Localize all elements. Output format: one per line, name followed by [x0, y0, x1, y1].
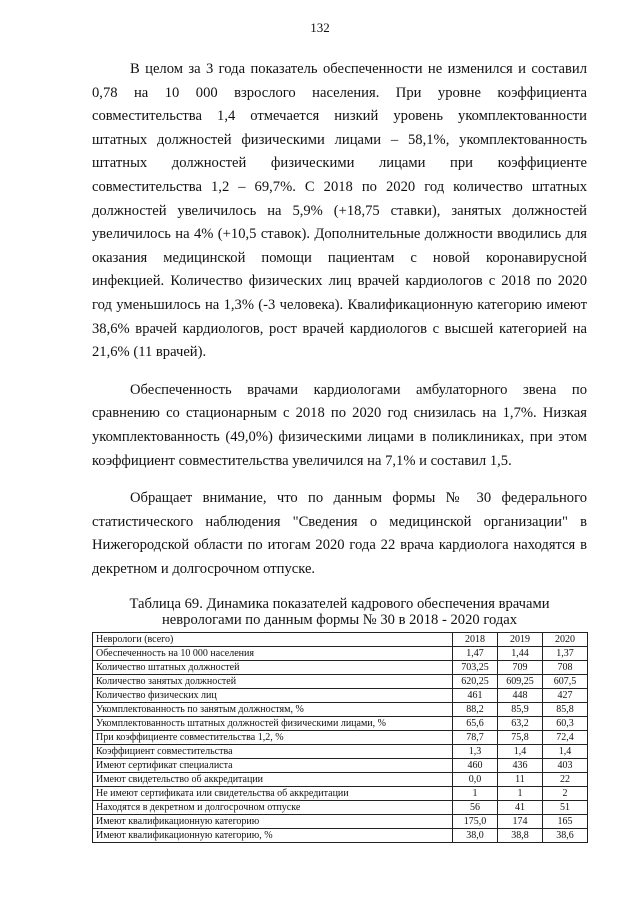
table-row: [93, 787, 588, 801]
paragraph: Обеспеченность врачами кардиологами амбулаторного звена по сравнению со стационарным с 2018 по 2020 год снизилась на 1,7%. Низкая укомплектованность (49,0%) физическими лицами в поликлиниках, при этом коэффициент совместительства увеличился на 7,1% и составил 1,5.: [92, 381, 587, 469]
value-cell: 1,4: [543, 745, 588, 759]
row-label: Имеют свидетельство об аккредитации: [93, 773, 453, 787]
value-cell: 11: [498, 773, 543, 787]
row-label: Имеют сертификат специалиста: [93, 759, 453, 773]
header-cell: Неврологи (всего): [93, 633, 453, 647]
table-row: [93, 801, 588, 815]
value-cell: 1,3: [453, 745, 498, 759]
value-cell: 1,37: [543, 647, 588, 661]
value-cell: 22: [543, 773, 588, 787]
paragraph: В целом за 3 года показатель обеспеченности не изменился и составил 0,78 на 10 000 взрослого населения. При уровне коэффициента совместительства 1,4 отмечается низкий уровень укомплектованности штатных должностей физическими лицами – 58,1%, укомплектованность штатных должностей физическими лицами при коэффициенте совместительства 1,2 – 69,7%. С 2018 по 2020 год количество штатных должностей увеличилось на 5,9% (+18,75 ставки), занятых должностей увеличилось на 4% (+10,5 ставок). Дополнительные должности вводились для оказания медицинской помощи пациентам с новой коронавирусной инфекцией. Количество физических лиц врачей кардиологов с 2018 по 2020 год уменьшилось на 1,3% (-3 человека). Квалификационную категорию имеют 38,6% врачей кардиологов, рост врачей кардиологов с высшей категорией на 21,6% (11 врачей).: [92, 61, 587, 361]
value-cell: 403: [543, 759, 588, 773]
value-cell: 427: [543, 689, 588, 703]
row-label: Укомплектованность по занятым должностям, %: [93, 703, 453, 717]
body-text: [92, 58, 587, 595]
table-row: [93, 717, 588, 731]
paragraph: Обращает внимание, что по данным формы № 30 федерального статистического наблюдения "Сведения о медицинской организации" в Нижегородской области по итогам 2020 года 22 врача кардиолога находятся в декретном и долгосрочном отпуске.: [92, 490, 587, 577]
table-row: [93, 773, 588, 787]
row-label: Количество штатных должностей: [93, 661, 453, 675]
table-row: [93, 689, 588, 703]
value-cell: 461: [453, 689, 498, 703]
table-row: [93, 759, 588, 773]
table-row: [93, 815, 588, 829]
value-cell: 620,25: [453, 675, 498, 689]
value-cell: 51: [543, 801, 588, 815]
value-cell: 78,7: [453, 731, 498, 745]
row-label: При коэффициенте совместительства 1,2, %: [93, 731, 453, 745]
table-row: [93, 829, 588, 843]
value-cell: 1,47: [453, 647, 498, 661]
table-row: [93, 675, 588, 689]
value-cell: 60,3: [543, 717, 588, 731]
table-row: [93, 731, 588, 745]
table-header-row: [93, 633, 588, 647]
value-cell: 56: [453, 801, 498, 815]
value-cell: 75,8: [498, 731, 543, 745]
value-cell: 38,0: [453, 829, 498, 843]
value-cell: 1,44: [498, 647, 543, 661]
row-label: Количество занятых должностей: [93, 675, 453, 689]
row-label: Не имеют сертификата или свидетельства об аккредитации: [93, 787, 453, 801]
value-cell: 2: [543, 787, 588, 801]
staffing-table: [92, 632, 588, 843]
page-number: 132: [310, 20, 330, 35]
header-cell: 2018: [453, 633, 498, 647]
value-cell: 607,5: [543, 675, 588, 689]
value-cell: 174: [498, 815, 543, 829]
value-cell: 41: [498, 801, 543, 815]
value-cell: 1: [498, 787, 543, 801]
table-row: [93, 647, 588, 661]
value-cell: 72,4: [543, 731, 588, 745]
value-cell: 709: [498, 661, 543, 675]
header-cell: 2019: [498, 633, 543, 647]
row-label: Имеют квалификационную категорию: [93, 815, 453, 829]
table-row: [93, 745, 588, 759]
value-cell: 38,8: [498, 829, 543, 843]
value-cell: 165: [543, 815, 588, 829]
value-cell: 85,9: [498, 703, 543, 717]
value-cell: 436: [498, 759, 543, 773]
table-row: [93, 703, 588, 717]
row-label: Укомплектованность штатных должностей физическими лицами, %: [93, 717, 453, 731]
value-cell: 703,25: [453, 661, 498, 675]
value-cell: 175,0: [453, 815, 498, 829]
value-cell: 460: [453, 759, 498, 773]
value-cell: 88,2: [453, 703, 498, 717]
row-label: Находятся в декретном и долгосрочном отпуске: [93, 801, 453, 815]
value-cell: 609,25: [498, 675, 543, 689]
row-label: Количество физических лиц: [93, 689, 453, 703]
row-label: Обеспеченность на 10 000 населения: [93, 647, 453, 661]
value-cell: 708: [543, 661, 588, 675]
value-cell: 65,6: [453, 717, 498, 731]
header-cell: 2020: [543, 633, 588, 647]
value-cell: 63,2: [498, 717, 543, 731]
value-cell: 38,6: [543, 829, 588, 843]
row-label: Коэффициент совместительства: [93, 745, 453, 759]
value-cell: 85,8: [543, 703, 588, 717]
value-cell: 0,0: [453, 773, 498, 787]
value-cell: 1,4: [498, 745, 543, 759]
value-cell: 448: [498, 689, 543, 703]
value-cell: 1: [453, 787, 498, 801]
row-label: Имеют квалификационную категорию, %: [93, 829, 453, 843]
table-caption: Таблица 69. Динамика показателей кадрового обеспечения врачами неврологами по данным формы № 30 в 2018 - 2020 годах: [129, 596, 550, 628]
table-row: [93, 661, 588, 675]
